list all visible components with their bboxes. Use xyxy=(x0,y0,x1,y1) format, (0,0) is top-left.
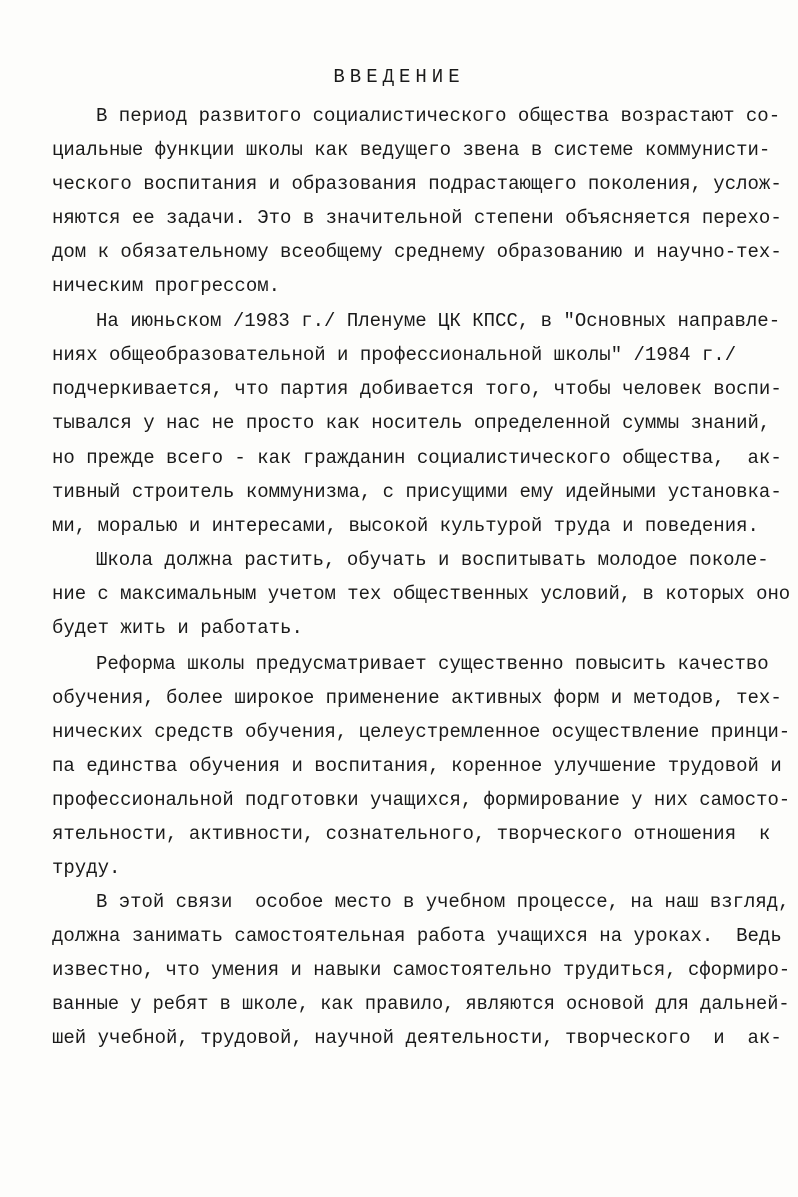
text-line: должна занимать самостоятельная работа учащихся на уроках. Ведь xyxy=(52,925,782,947)
text-line: тивный строитель коммунизма, с присущими ему идейными установка- xyxy=(52,481,782,503)
text-line: ческого воспитания и образования подрастающего поколения, услож- xyxy=(52,173,782,195)
text-line: известно, что умения и навыки самостоятельно трудиться, сформиро- xyxy=(52,959,791,981)
text-line: В период развитого социалистического общества возрастают со- xyxy=(96,105,781,127)
text-line: ванные у ребят в школе, как правило, являются основой для дальней- xyxy=(52,993,790,1015)
page-title: ВВЕДЕНИЕ xyxy=(333,66,465,88)
text-line: няются ее задачи. Это в значительной степени объясняется перехо- xyxy=(52,207,782,229)
text-line: профессиональной подготовки учащихся, формирование у них самосто- xyxy=(52,789,791,811)
text-line: тывался у нас не просто как носитель определенной суммы знаний, xyxy=(52,412,771,434)
text-line: Школа должна растить, обучать и воспитывать молодое поколе- xyxy=(96,549,769,571)
text-line: ние с максимальным учетом тех общественных условий, в которых оно xyxy=(52,583,791,605)
text-line: ми, моралью и интересами, высокой культурой труда и поведения. xyxy=(52,515,759,537)
text-line: В этой связи особое место в учебном процессе, на наш взгляд, xyxy=(96,891,790,913)
text-line: ниях общеобразовательной и профессиональной школы" /1984 г./ xyxy=(52,344,737,366)
text-line: труду. xyxy=(52,857,121,879)
text-line: подчеркивается, что партия добивается того, чтобы человек воспи- xyxy=(52,378,782,400)
text-line: нических средств обучения, целеустремленное осуществление принци- xyxy=(52,721,791,743)
text-line: шей учебной, трудовой, научной деятельности, творческого и ак- xyxy=(52,1027,782,1049)
text-line: На июньском /1983 г./ Пленуме ЦК КПСС, в "Основных направле- xyxy=(96,310,781,332)
text-line: дом к обязательному всеобщему среднему образованию и научно-тех- xyxy=(52,241,782,263)
text-line: но прежде всего - как гражданин социалистического общества, ак- xyxy=(52,447,782,469)
text-line: Реформа школы предусматривает существенно повысить качество xyxy=(96,653,769,675)
text-line: па единства обучения и воспитания, коренное улучшение трудовой и xyxy=(52,755,782,777)
text-line: обучения, более широкое применение активных форм и методов, тех- xyxy=(52,687,782,709)
text-line: циальные функции школы как ведущего звена в системе коммунисти- xyxy=(52,139,771,161)
text-line: ятельности, активности, сознательного, творческого отношения к xyxy=(52,823,771,845)
text-line: будет жить и работать. xyxy=(52,617,303,639)
text-line: ническим прогрессом. xyxy=(52,275,281,297)
